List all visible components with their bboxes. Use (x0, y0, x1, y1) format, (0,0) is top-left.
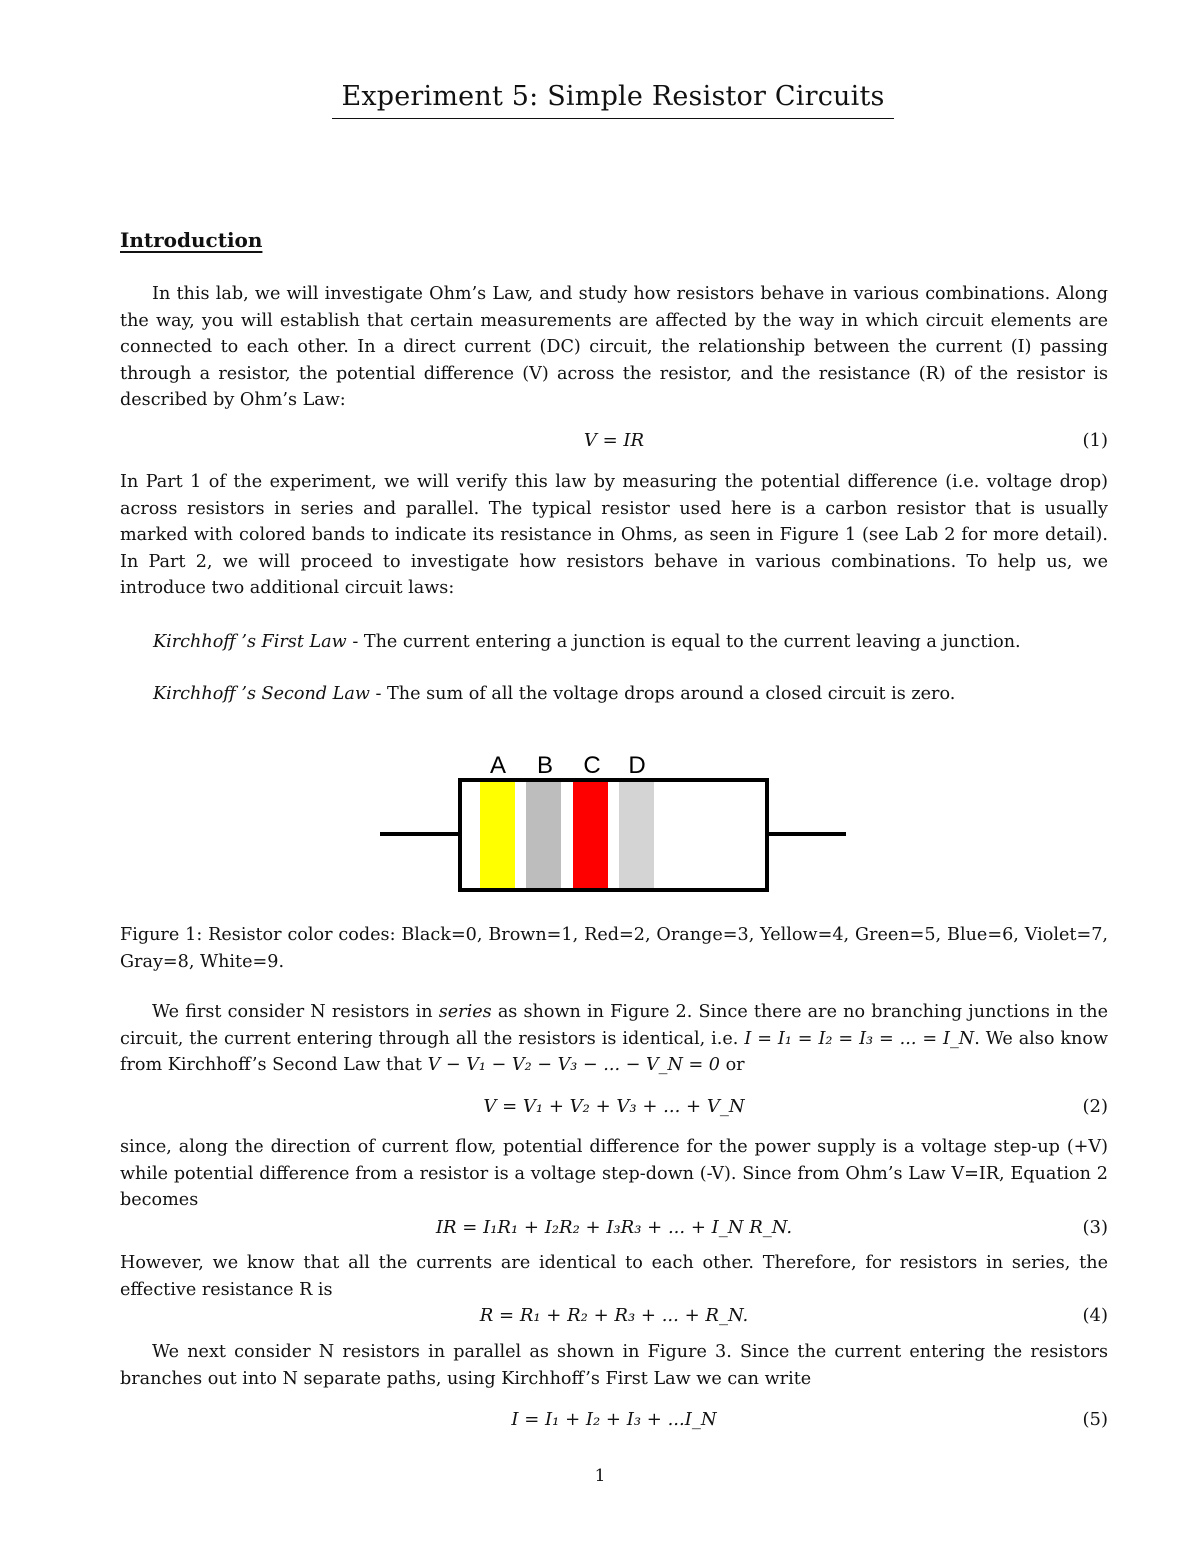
equation-2-expression: V = V₁ + V₂ + V₃ + ... + V_N (483, 1096, 745, 1117)
kirchhoff-second-law (153, 681, 955, 707)
equation-3-number: (3) (1082, 1217, 1108, 1238)
color-band-a (480, 782, 515, 888)
equation-4-number: (4) (1082, 1305, 1108, 1326)
series-text-c: . We also know from Kirchhoff’s Second Law that (120, 1028, 1109, 1076)
equation-5-expression: I = I₁ + I₂ + I₃ + ...I_N (511, 1409, 717, 1430)
section-heading-introduction: Introduction (120, 228, 263, 252)
color-band-b (526, 782, 561, 888)
series-paragraph-2: since, along the direction of current flow, potential difference for the power supply is a voltage step-up (+V) while potential difference from a resistor is a voltage step-down (-V). Since from Ohm’s Law V=IR, Equation 2 becomes (120, 1137, 1108, 1211)
equation-1-number: (1) (1082, 430, 1108, 451)
series-text-d: or (720, 1055, 745, 1076)
page-number: 1 (594, 1466, 606, 1486)
kirchhoff-second-law-name: Kirchhoff ’s Second Law (153, 684, 370, 704)
series-math-current: I = I₁ = I₂ = I₃ = ... = I_N (744, 1028, 975, 1049)
band-label-d: D (628, 752, 646, 779)
kirchhoff-first-law (153, 629, 1021, 655)
band-label-a: A (489, 752, 507, 779)
series-text-a: We first consider N resistors in (152, 1002, 439, 1022)
resistor-figure (380, 748, 850, 896)
equation-2-number: (2) (1082, 1096, 1108, 1117)
page-title: Experiment 5: Simple Resistor Circuits (332, 80, 894, 119)
band-label-c: C (583, 752, 601, 779)
equation-3-expression: IR = I₁R₁ + I₂R₂ + I₃R₃ + ... + I_N R_N. (435, 1217, 793, 1238)
intro-paragraph-1: In this lab, we will investigate Ohm’s Law, and study how resistors behave in various combinations. Along the way, you will establish that certain measurements are affected by the way in which circuit elements are connected to each other. In a direct current (DC) circuit, the relationship between the current (I) passing through a resistor, the potential difference (V) across the resistor, and the resistance (R) of the resistor is described by Ohm’s Law: (120, 284, 1108, 411)
kirchhoff-second-law-text: - The sum of all the voltage drops around a closed circuit is zero. (369, 684, 956, 704)
equation-5 (120, 1407, 1108, 1433)
series-paragraph (120, 999, 1108, 1079)
kirchhoff-first-law-text: - The current entering a junction is equal to the current leaving a junction. (346, 632, 1021, 652)
equation-5-number: (5) (1082, 1409, 1108, 1430)
kirchhoff-first-law-name: Kirchhoff ’s First Law (153, 632, 347, 652)
equation-1-expression: V = IR (583, 430, 645, 451)
series-paragraph-3: However, we know that all the currents are identical to each other. Therefore, for resistors in series, the effective resistance R is (120, 1253, 1108, 1300)
parallel-paragraph: We next consider N resistors in parallel as shown in Figure 3. Since the current entering the resistors branches out into N separate paths, using Kirchhoff’s First Law we can write (120, 1342, 1108, 1389)
equation-3 (120, 1215, 1108, 1241)
intro-paragraph-2: In Part 1 of the experiment, we will verify this law by measuring the potential difference (i.e. voltage drop) across resistors in series and parallel. The typical resistor used here is a carbon resistor that is usually marked with colored bands to indicate its resistance in Ohms, as seen in Figure 1 (see Lab 2 for more detail). In Part 2, we will proceed to investigate how resistors behave in various combinations. To help us, we introduce two additional circuit laws: (120, 472, 1108, 599)
color-band-d (619, 782, 654, 888)
series-emphasis: series (438, 1002, 492, 1022)
band-label-b: B (536, 752, 554, 779)
figure-1-caption: Figure 1: Resistor color codes: Black=0, Brown=1, Red=2, Orange=3, Yellow=4, Green=5, Blue=6, Violet=7, Gray=8, White=9. (120, 925, 1108, 972)
equation-4 (120, 1303, 1108, 1329)
equation-1 (120, 428, 1108, 454)
equation-4-expression: R = R₁ + R₂ + R₃ + ... + R_N. (479, 1305, 749, 1326)
series-math-voltage: V − V₁ − V₂ − V₃ − ... − V_N = 0 (427, 1055, 720, 1076)
color-band-c (573, 782, 608, 888)
equation-2 (120, 1094, 1108, 1120)
series-text-b: as shown in Figure 2. Since there are no branching junctions in the circuit, the current entering through all the resistors is identical, i.e. (120, 1002, 1108, 1049)
